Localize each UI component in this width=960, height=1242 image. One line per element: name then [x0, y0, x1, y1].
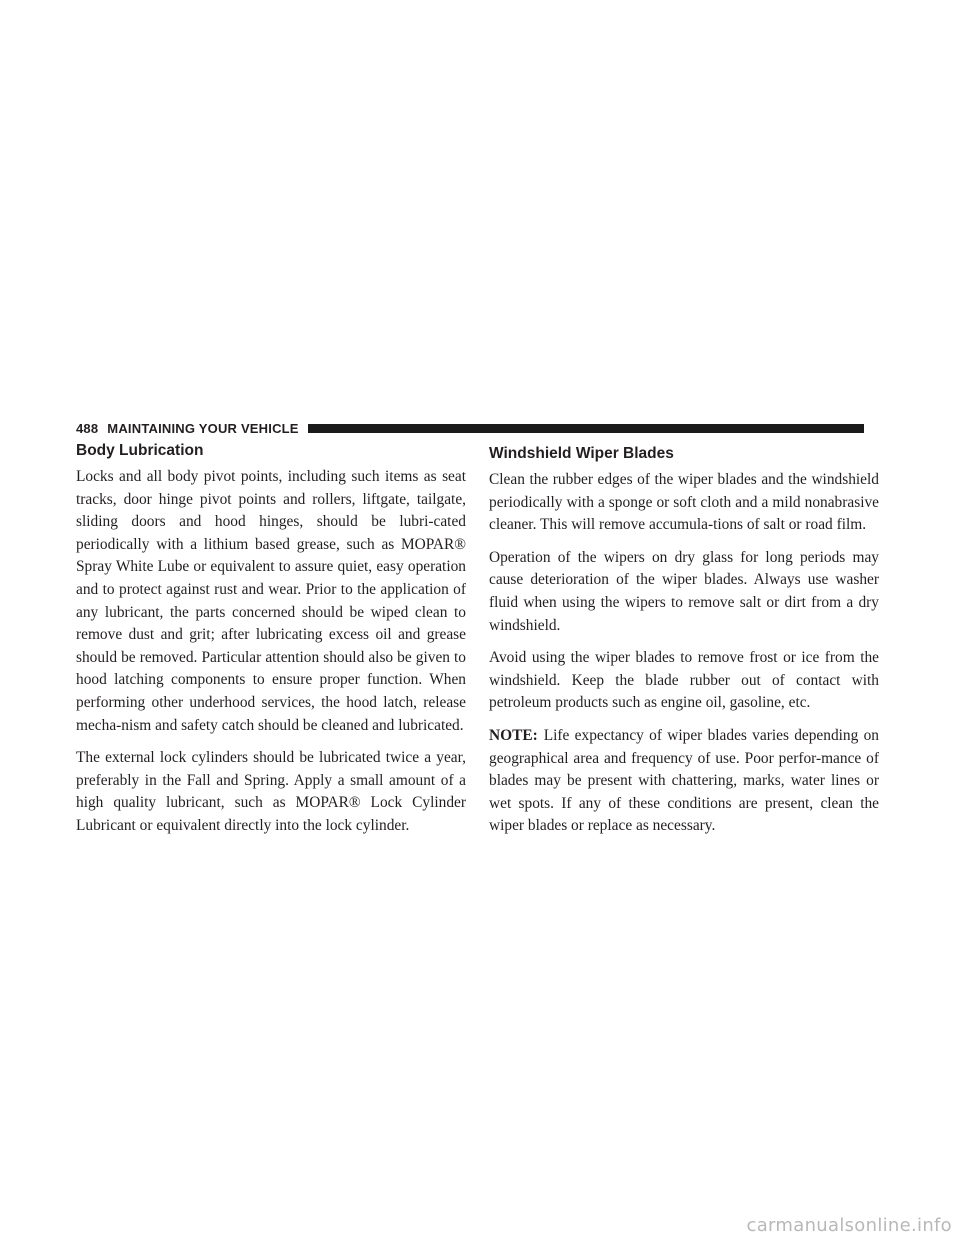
dry-glass-paragraph: Operation of the wipers on dry glass for long periods may cause deterioration of the wiper blades. Always use washer fluid when using the wipers to remove salt or dirt from a dry windshield. [489, 548, 879, 634]
page-header [76, 418, 864, 438]
body-lubrication-paragraph: Locks and all body pivot points, including such items as seat tracks, door hinge pivot points and rollers, liftgate, tailgate, sliding doors and hood hinges, should be lubri-cated periodically with a lithium based grease, such as MOPAR® Spray White Lube or equivalent to assure quiet, easy operation and to protect against rust and wear. Prior to the application of any lubricant, the parts concerned should be wiped clean to remove dust and grit; after lubricating excess oil and grease should be removed. Particular attention should also be given to hood latching components to ensure proper function. When performing other underhood services, the hood latch, release mecha-nism and safety catch should be cleaned and lubricated. [76, 468, 466, 734]
lock-cylinder-paragraph: The external lock cylinders should be lubricated twice a year, preferably in the Fall and Spring. Apply a small amount of a high quality lubricant, such as MOPAR® Lock Cylinder Lubricant or equivalent directly into the lock cylinder. [76, 749, 466, 834]
note-label: NOTE: [489, 726, 538, 744]
note-text: Life expectancy of wiper blades varies depending on geographical area and frequency of use. Poor perfor-mance of blades may be present with chattering, marks, water lines or wet spots. If any of these conditions are present, clean the wiper blades or replace as necessary. [489, 726, 879, 835]
wiper-cleaning-paragraph: Clean the rubber edges of the wiper blades and the windshield periodically with a sponge or soft cloth and a mild nonabrasive cleaner. This will remove accumula-tions of salt or road film. [489, 471, 879, 534]
wiper-blades-heading: Windshield Wiper Blades [489, 445, 674, 462]
frost-ice-paragraph: Avoid using the wiper blades to remove frost or ice from the windshield. Keep the blade rubber out of contact with petroleum products such as engine oil, gasoline, etc. [489, 649, 879, 712]
left-column [76, 440, 466, 848]
right-column [489, 440, 879, 838]
section-title: MAINTAINING YOUR VEHICLE [107, 420, 299, 436]
body-lubrication-heading: Body Lubrication [76, 442, 204, 459]
header-rule [308, 424, 864, 433]
note-paragraph [489, 725, 879, 838]
page-number: 488 [76, 420, 99, 436]
watermark: carmanualsonline.info [746, 1215, 952, 1236]
